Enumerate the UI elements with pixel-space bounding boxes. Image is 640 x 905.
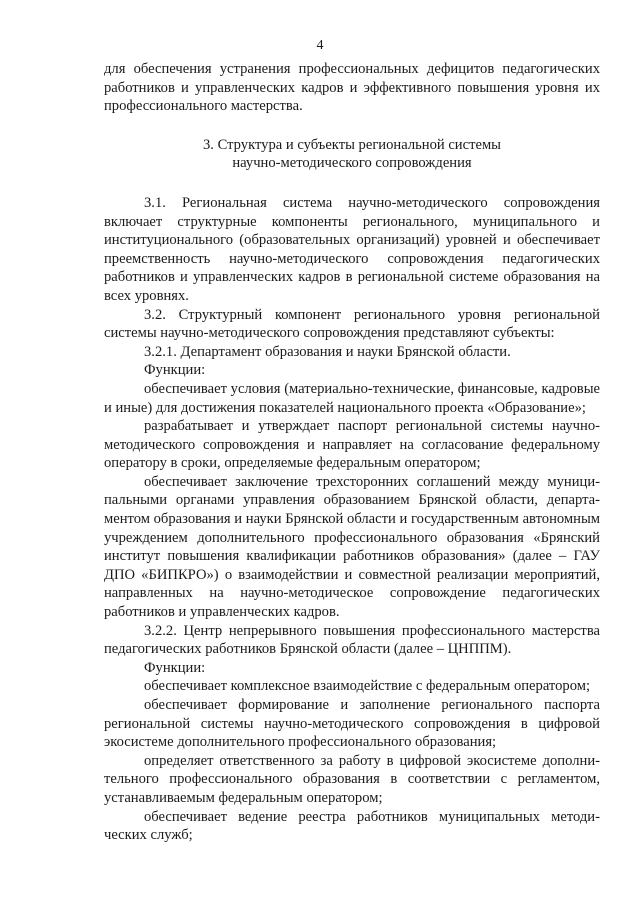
paragraph-3-1: 3.1. Региональная система научно-методического сопровождения включает структурные компоненты регионального, муниципального и институционального (образовательных организаций) уровней и обеспечивает преемственность научно-методического сопровождения педагогических работников и управленческих кадров в региональной системе образования на всех уровнях.	[104, 194, 600, 304]
function-item: обеспечивает заключение трехсторонних соглашений между муниципальными органами управления образованием Брянской области, департаментом образования и науки Брянской области и государственным автономным учреждением дополнительного профессионального образования «Брянский институт повышения квалификации работников образования» (далее – ГАУ ДПО «БИПКРО») о взаимодействии и совместной реализации мероприятий, направленных на научно-методическое сопровождение педагогических работников и управленческих кадров.	[104, 473, 600, 621]
function-item: определяет ответственного за работу в цифровой экосистеме дополнительного профессионального образования в соответствии с регламентом, устанавливаемым федеральным оператором;	[104, 752, 600, 806]
function-item: обеспечивает комплексное взаимодействие с федеральным оператором;	[144, 678, 591, 695]
intro-paragraph: для обеспечения устранения профессиональных дефицитов педагогических работников и управленческих кадров и эффективного повышения уровня их профессионального мастерства.	[104, 61, 600, 115]
function-item: обеспечивает формирование и заполнение регионального паспорта региональной системы научно-методического сопровождения в цифровой экосистеме дополнительного профессионального образования;	[104, 697, 600, 751]
paragraph-3-2: 3.2. Структурный компонент регионального уровня региональной системы научно-методического сопровождения представляют субъекты:	[104, 306, 600, 342]
page-number: 4	[316, 38, 324, 53]
function-item: обеспечивает ведение реестра работников муниципальных методических служб;	[104, 808, 600, 844]
section-heading	[104, 136, 600, 173]
functions-label: Функции:	[144, 659, 206, 676]
section-title-line1: 3. Структура и субъекты региональной системы	[202, 136, 501, 153]
paragraph-3-2-2: 3.2.2. Центр непрерывного повышения профессионального мастерства педагогических работников Брянской области (далее – ЦНППМ).	[104, 622, 600, 658]
document-body	[104, 60, 600, 845]
section-title-line2: научно-методического сопровождения	[232, 155, 472, 172]
paragraph-3-2-1: 3.2.1. Департамент образования и науки Брянской области.	[144, 343, 511, 360]
function-item: разрабатывает и утверждает паспорт региональной системы научно-методического сопровождения и направляет на согласование федеральному оператору в сроки, определяемые федеральным оператором;	[104, 418, 600, 472]
functions-label: Функции:	[144, 362, 206, 379]
function-item: обеспечивает условия (материально-технические, финансовые, кадровые и иные) для достижения показателей национального проекта «Образование»;	[104, 380, 600, 416]
